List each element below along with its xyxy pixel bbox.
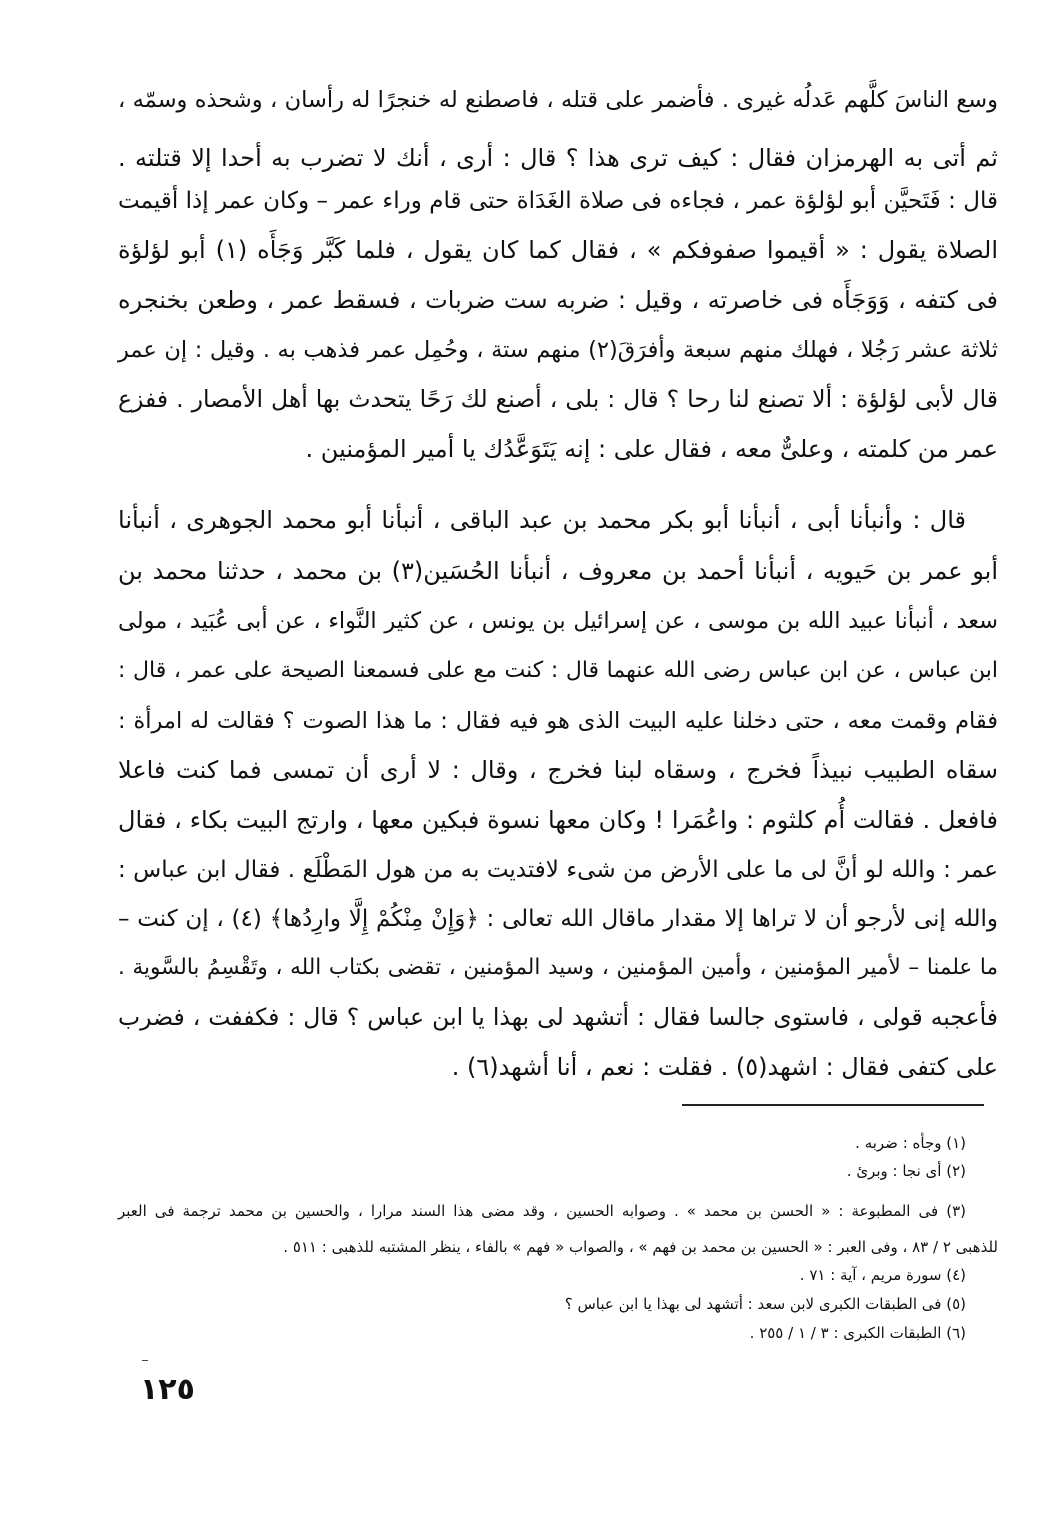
page-number-tick <box>142 1360 148 1361</box>
footnote-6: (٦) الطبقات الكبرى : ٣ / ١ / ٢٥٥ . <box>749 1324 966 1342</box>
text-line: الصلاة يقول : « أقيموا صفوفكم » ، فقال كما كان يقول ، فلما كَبَّر وَجَأَه (١) أبو لؤلؤة <box>118 236 998 264</box>
text-line: قال : وأنبأنا أبى ، أنبأنا أبو بكر محمد بن عبد الباقى ، أنبأنا أبو محمد الجوهرى ، أنبأنا <box>118 506 966 534</box>
text-line: ما علمنا – لأمير المؤمنين ، وأمين المؤمنين ، وسيد المؤمنين ، تقضى بكتاب الله ، وتَقْسِمُ بالسَّوية . <box>118 955 998 980</box>
text-line: ابن عباس ، عن ابن عباس رضى الله عنهما قال : كنت مع على فسمعنا الصيحة على عمر ، قال : <box>118 658 998 683</box>
text-line: ثلاثة عشر رَجُلا ، فهلك منهم سبعة وأفرَقَ(٢) منهم ستة ، وحُمِل عمر فذهب به . وقيل : إن عمر <box>118 337 998 363</box>
footnote-1: (١) وجأه : ضربه . <box>855 1134 966 1152</box>
text-line: سعد ، أنبأنا عبيد الله بن موسى ، عن إسرائيل بن يونس ، عن كثير النَّواء ، عن أبى عُبَيد ، مولى <box>118 608 998 634</box>
text-line: فقام وقمت معه ، حتى دخلنا عليه البيت الذى هو فيه فقال : ما هذا الصوت ؟ فقالت له امرأة : <box>118 708 998 734</box>
text-line: وسع الناسَ كلَّهم عَدلُه غيرى . فأضمر على قتله ، فاصطنع له خنجرًا له رأسان ، وشحذه وسمّه ، <box>118 87 998 113</box>
page-number: ١٢٥ <box>140 1372 195 1407</box>
text-line: على كتفى فقال : اشهد(٥) . فقلت : نعم ، أنا أشهد(٦) . <box>451 1053 998 1081</box>
text-line: عمر : والله لو أنَّ لى ما على الأرض من شىء لافتديت به من هول المَطْلَع . فقال ابن عباس : <box>118 857 998 883</box>
footnote-3: (٣) فى المطبوعة : « الحسن بن محمد » . وصوابه الحسين ، وقد مضى هذا السند مرارا ، والحسين بن محمد ترجمة فى العبر <box>118 1202 966 1220</box>
text-line: والله إنى لأرجو أن لا تراها إلا مقدار ماقال الله تعالى : ﴿وَإِنْ مِنْكُمْ إِلَّا وارِدُها﴾ (٤) ، إن كنت – <box>118 906 998 932</box>
text-line: عمر من كلمته ، وعلىٌّ معه ، فقال على : إنه يَتَوَعَّدُك يا أمير المؤمنين . <box>305 435 998 463</box>
text-line: قال لأبى لؤلؤة : ألا تصنع لنا رحا ؟ قال : بلى ، أصنع لك رَحًا يتحدث بها أهل الأمصار . ففزع <box>118 385 998 413</box>
footnote-2: (٢) أى نجا : وبرئ . <box>846 1162 966 1180</box>
text-line: فافعل . فقالت أُم كلثوم : واعُمَرا ! وكان معها نسوة فبكين معها ، وارتج البيت بكاء ، فقال <box>118 806 998 834</box>
footnote-4: (٤) سورة مريم ، آية : ٧١ . <box>799 1266 966 1284</box>
footnote-separator <box>682 1104 984 1106</box>
text-line: قال : فَتَحيَّن أبو لؤلؤة عمر ، فجاءه فى صلاة الغَدَاة حتى قام وراء عمر – وكان عمر إذا أقيمت <box>118 188 998 214</box>
footnote-5: (٥) فى الطبقات الكبرى لابن سعد : أتشهد لى بهذا يا ابن عباس ؟ <box>564 1295 966 1313</box>
text-line: سقاه الطبيب نبيذاً فخرج ، وسقاه لبنا فخرج ، وقال : لا أرى أن تمسى فما كنت فاعلا <box>118 756 998 784</box>
text-line: ثم أتى به الهرمزان فقال : كيف ترى هذا ؟ قال : أرى ، أنك لا تضرب به أحدا إلا قتلته . <box>118 144 998 172</box>
text-line: فى كتفه ، وَوَجَأَه فى خاصرته ، وقيل : ضربه ست ضربات ، فسقط عمر ، وطعن بخنجره <box>118 286 998 314</box>
text-line: فأعجبه قولى ، فاستوى جالسا فقال : أتشهد لى بهذا يا ابن عباس ؟ قال : فكففت ، فضرب <box>118 1003 998 1031</box>
text-line: أبو عمر بن حَيويه ، أنبأنا أحمد بن معروف ، أنبأنا الحُسَين(٣) بن محمد ، حدثنا محمد بن <box>118 557 998 585</box>
footnote-3-continued: للذهبى ٢ / ٨٣ ، وفى العبر : « الحسين بن محمد بن فهم » ، والصواب « فهم » بالفاء ، ينظر المشتبه للذهبى : ٥١١ . <box>283 1238 998 1256</box>
